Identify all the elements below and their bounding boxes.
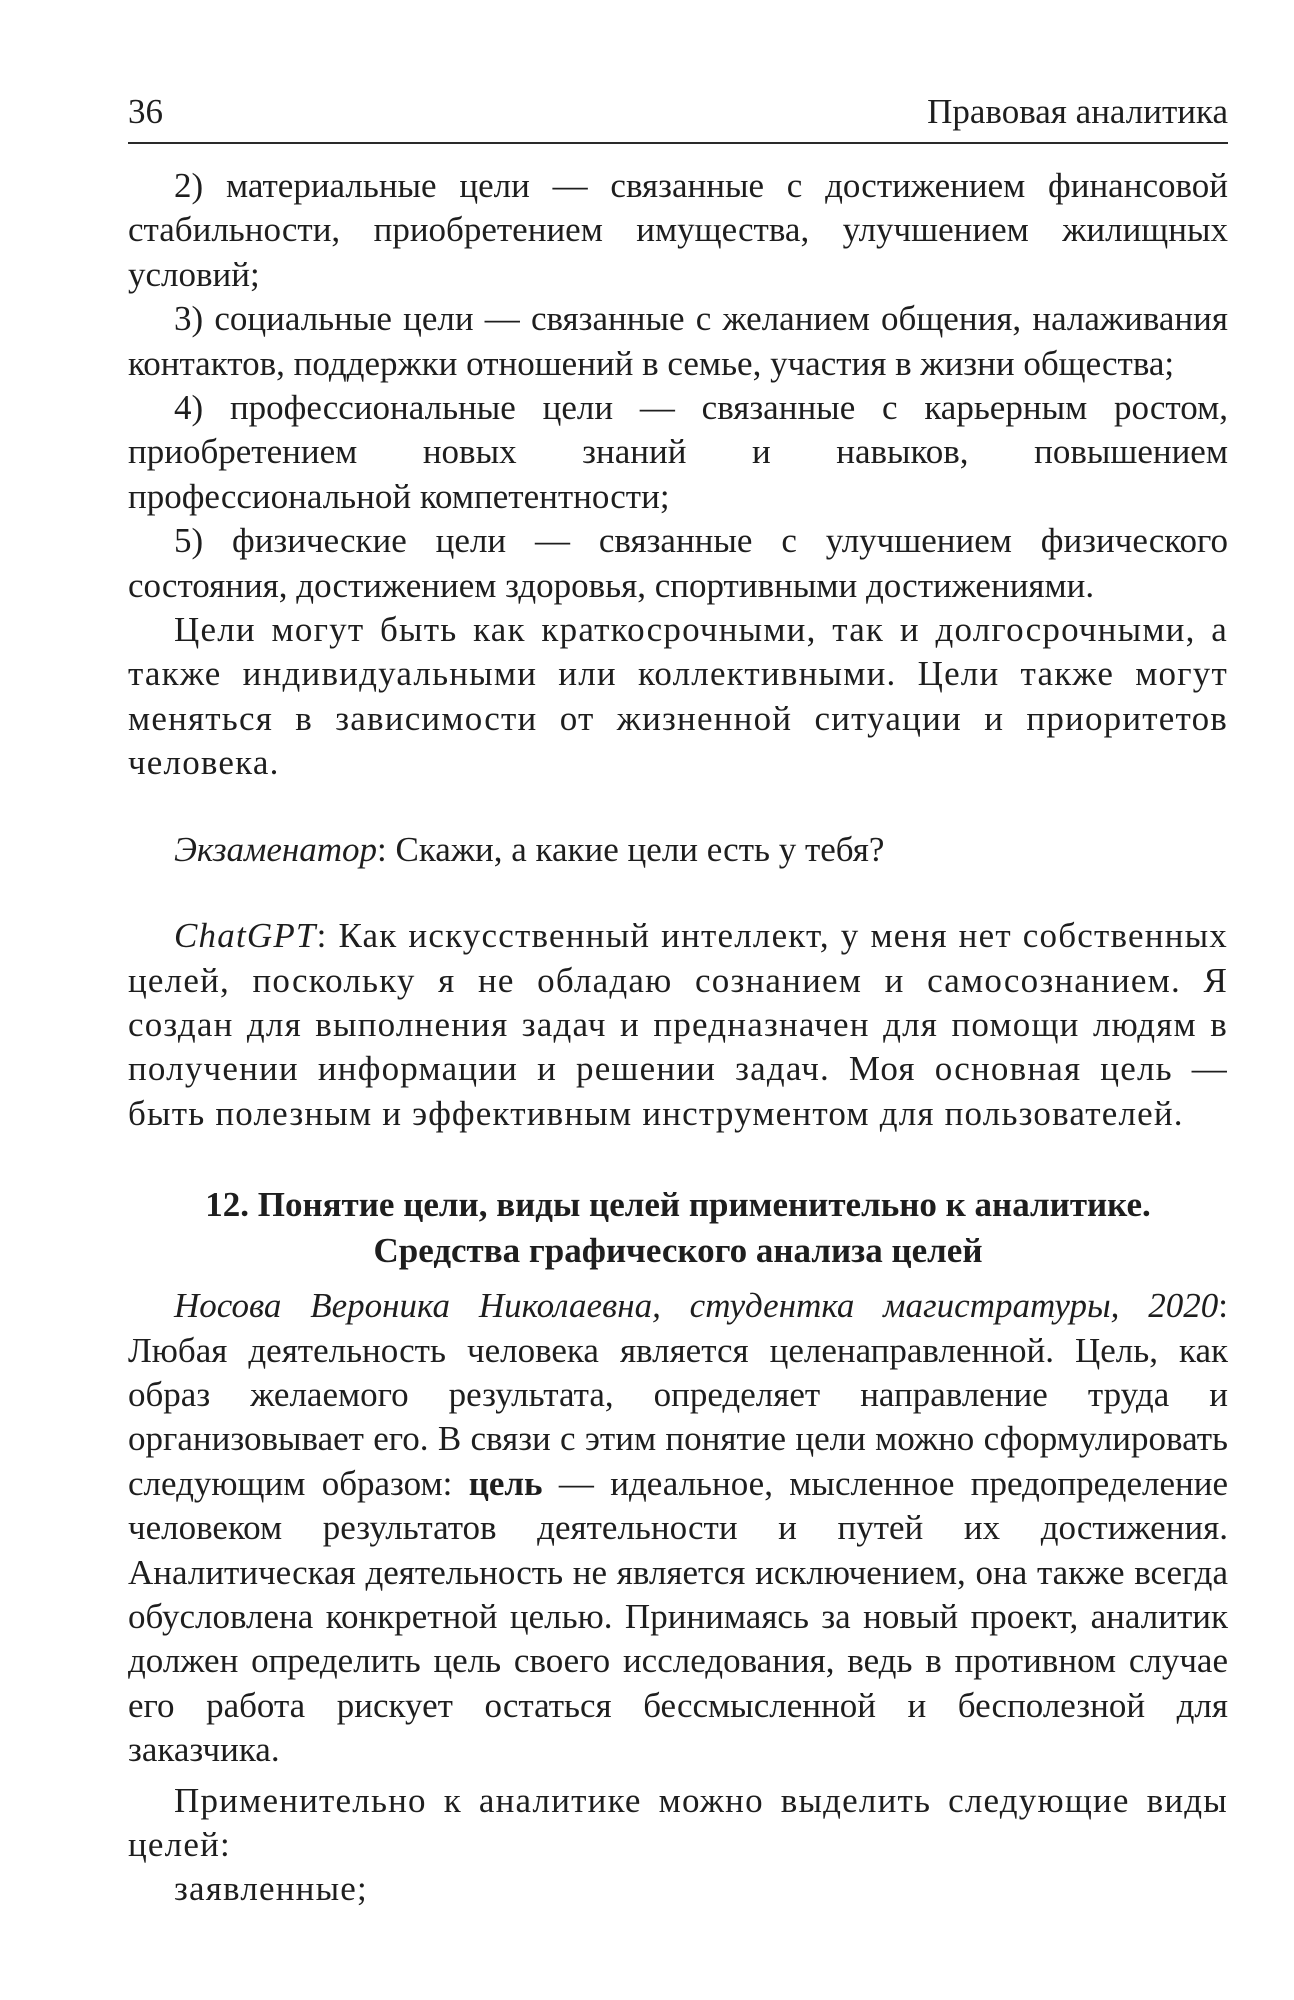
list-item-physical: 5) физические цели — связанные с улучшением физического состояния, достижением здоровья, спортивными достижениями. — [128, 521, 1228, 605]
running-header — [128, 92, 1228, 144]
goals-paragraph: Цели могут быть как краткосрочными, так и долгосрочными, а также индивидуальными или коллективными. Цели также могут меняться в зависимости от жизненной ситуации и приоритетов человека. — [128, 610, 1228, 783]
list-item-declared: заявленные; — [174, 1869, 368, 1909]
speaker-chatgpt: ChatGPT — [174, 916, 317, 956]
page-number: 36 — [128, 92, 163, 131]
page-body — [128, 164, 1228, 1912]
dialog-chatgpt — [128, 914, 1228, 1136]
examiner-text: : Скажи, а какие цели есть у тебя? — [377, 829, 885, 869]
quote-paragraph — [128, 1284, 1228, 1772]
book-page — [128, 92, 1228, 1912]
dialog-examiner — [128, 828, 1228, 872]
section-heading-line-1: 12. Понятие цели, виды целей применительно к аналитике. — [205, 1185, 1151, 1225]
term-goal: цель — [468, 1463, 543, 1503]
quote-author: Носова Вероника Николаевна, студентка магистратуры, 2020 — [174, 1286, 1219, 1326]
running-title: Правовая аналитика — [927, 92, 1228, 131]
types-paragraph: Применительно к аналитике можно выделить следующие виды целей: — [128, 1780, 1228, 1864]
quote-text-end: — идеальное, мысленное предопределение человеком результатов деятельности и путей их достижения. Аналитическая деятельность не является исключением, она также всегда обусловлена конкретной целью. Принимаясь за новый проект, аналитик должен определить цель своего исследования, ведь в противном случае его работа рискует остаться бессмысленной и бесполезной для заказчика. — [128, 1463, 1228, 1770]
list-item-professional: 4) профессиональные цели — связанные с карьерным ростом, приобретением новых знаний и навыков, повышением профессиональной компетентности; — [128, 388, 1228, 516]
list-item-social: 3) социальные цели — связанные с желанием общения, налаживания контактов, поддержки отношений в семье, участия в жизни общества; — [128, 299, 1228, 383]
section-heading-line-2: Средства графического анализа целей — [373, 1231, 983, 1271]
chatgpt-text: : Как искусственный интеллект, у меня нет собственных целей, поскольку я не обладаю сознанием и самосознанием. Я создан для выполнения задач и предназначен для помощи людям в получении информации и решении задач. Моя основная цель — быть полезным и эффективным инструментом для пользователей. — [128, 916, 1228, 1133]
quote-text-start: : Любая деятельность человека является целенаправленной. Цель, как образ желаемого результата, определяет направление труда и организовывает его. В связи с этим понятие цели можно сформулировать следующим образом: — [128, 1286, 1228, 1503]
speaker-examiner: Экзаменатор — [174, 829, 377, 869]
list-item-material: 2) материальные цели — связанные с достижением финансовой стабильности, приобретением имущества, улучшением жилищных условий; — [128, 166, 1228, 294]
section-heading — [128, 1182, 1228, 1274]
